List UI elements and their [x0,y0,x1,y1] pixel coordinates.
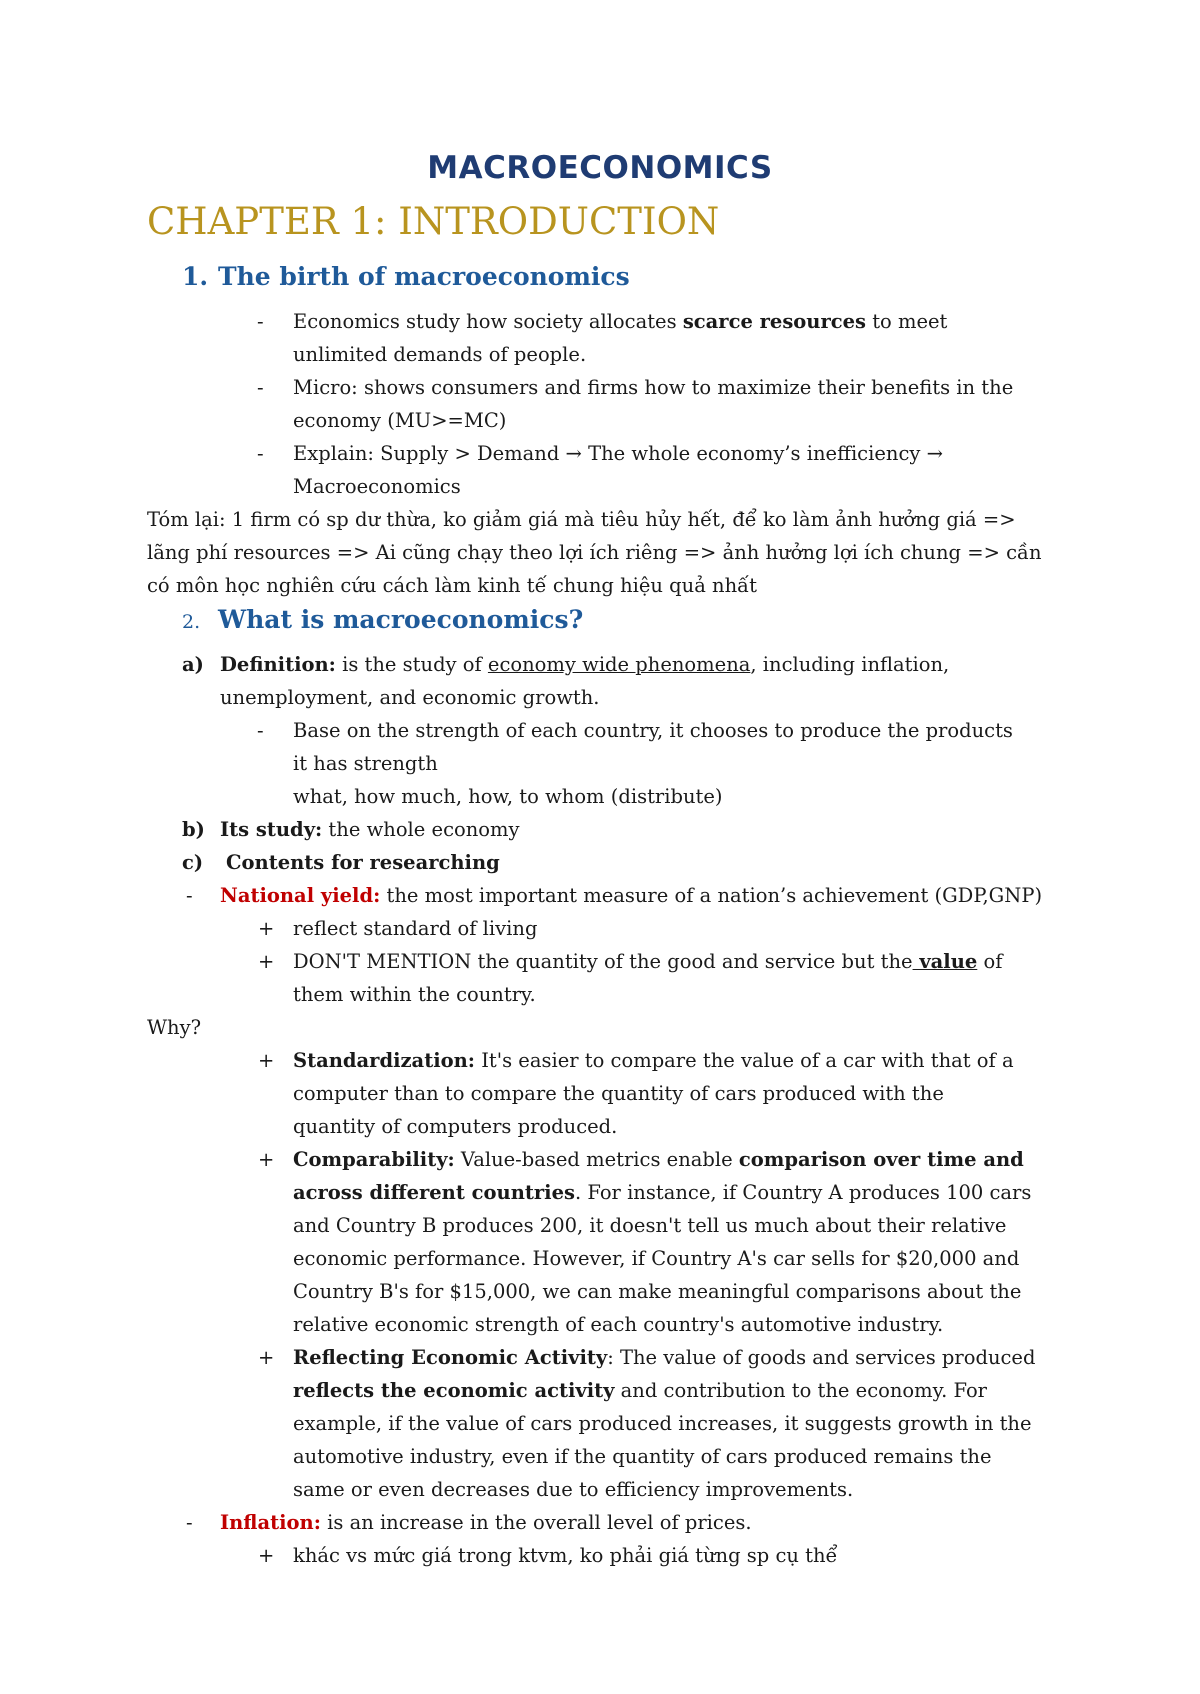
section-1-heading [182,262,630,291]
bullet-dash: - [257,310,264,333]
comparability-line-4: economic performance. However, if Country A's car sells for $20,000 and [293,1247,1020,1270]
a-bullet-line-1: Base on the strength of each country, it chooses to produce the products [293,719,1013,742]
bullet-dash: - [257,376,264,399]
a-bullet-line-2: it has strength [293,752,438,775]
comparability-line-1: Comparability: Value-based metrics enable comparison over time and [293,1148,1024,1171]
a-bullet-line-3: what, how much, how, to whom (distribute) [293,785,723,808]
comparability-line-2: across different countries. For instance, if Country A produces 100 cars [293,1181,1032,1204]
bullet-plus: + [258,950,275,973]
s1-bullet-3-line-1: Explain: Supply > Demand → The whole economy’s inefficiency → [293,442,943,465]
comparability-line-5: Country B's for $15,000, we can make meaningful comparisons about the [293,1280,1022,1303]
summary-line-1: Tóm lại: 1 firm có sp dư thừa, ko giảm giá mà tiêu hủy hết, để ko làm ảnh hưởng giá => [147,508,1016,531]
reflecting-line-2: reflects the economic activity and contribution to the economy. For [293,1379,988,1402]
s1-bullet-1-line-1: Economics study how society allocates scarce resources to meet [293,310,948,333]
bullet-dash: - [257,442,264,465]
standardization-line-1: Standardization: It's easier to compare the value of a car with that of a [293,1049,1014,1072]
section-1-number: 1. [182,262,209,291]
standardization-line-2: computer than to compare the quantity of cars produced with the [293,1082,944,1105]
s1-bullet-2-line-1: Micro: shows consumers and firms how to maximize their benefits in the [293,376,1014,399]
summary-line-2: lãng phí resources => Ai cũng chạy theo lợi ích riêng => ảnh hưởng lợi ích chung => cần [147,541,1042,564]
bullet-dash: - [186,884,193,907]
bullet-plus: + [258,1148,275,1171]
definition-line-1: Definition: is the study of economy wide phenomena, including inflation, [220,653,950,676]
bullet-plus: + [258,917,275,940]
document-title: MACROECONOMICS [427,150,773,186]
ny-point-2-line-1: DON'T MENTION the quantity of the good and service but the value of [293,950,1003,973]
bullet-plus: + [258,1544,275,1567]
section-2-number: 2. [182,611,201,633]
section-1-title: The birth of macroeconomics [218,262,630,291]
section-2-title: What is macroeconomics? [218,605,584,634]
why-label: Why? [147,1016,202,1039]
comparability-line-3: and Country B produces 200, it doesn't tell us much about their relative [293,1214,1007,1237]
chapter-heading: CHAPTER 1: INTRODUCTION [147,200,720,243]
definition-line-2: unemployment, and economic growth. [220,686,600,709]
national-yield-line: National yield: the most important measure of a nation’s achievement (GDP,GNP) [220,884,1043,907]
reflecting-line-1: Reflecting Economic Activity: The value of goods and services produced [293,1346,1036,1369]
summary-line-3: có môn học nghiên cứu cách làm kinh tế chung hiệu quả nhất [147,574,757,597]
s1-bullet-3-line-2: Macroeconomics [293,475,461,498]
section-2-heading [182,605,583,634]
contents-heading: Contents for researching [226,851,500,874]
reflecting-line-3: example, if the value of cars produced increases, it suggests growth in the [293,1412,1032,1435]
ny-point-2-line-2: them within the country. [293,983,536,1006]
bullet-plus: + [258,1049,275,1072]
item-b-label: b) [182,818,205,841]
s1-bullet-2-line-2: economy (MU>=MC) [293,409,507,432]
s1-bullet-1-line-2: unlimited demands of people. [293,343,587,366]
reflecting-line-5: same or even decreases due to efficiency improvements. [293,1478,854,1501]
reflecting-line-4: automotive industry, even if the quantity of cars produced remains the [293,1445,992,1468]
item-a-label: a) [182,653,204,676]
bullet-dash: - [186,1511,193,1534]
its-study-line: Its study: the whole economy [220,818,520,841]
inflation-line: Inflation: is an increase in the overall level of prices. [220,1511,752,1534]
inflation-point-1: khác vs mức giá trong ktvm, ko phải giá từng sp cụ thể [293,1544,838,1567]
ny-point-1: reflect standard of living [293,917,538,940]
bullet-plus: + [258,1346,275,1369]
standardization-line-3: quantity of computers produced. [293,1115,618,1138]
item-c-label: c) [182,851,204,874]
bullet-dash: - [257,719,264,742]
comparability-line-6: relative economic strength of each country's automotive industry. [293,1313,944,1336]
